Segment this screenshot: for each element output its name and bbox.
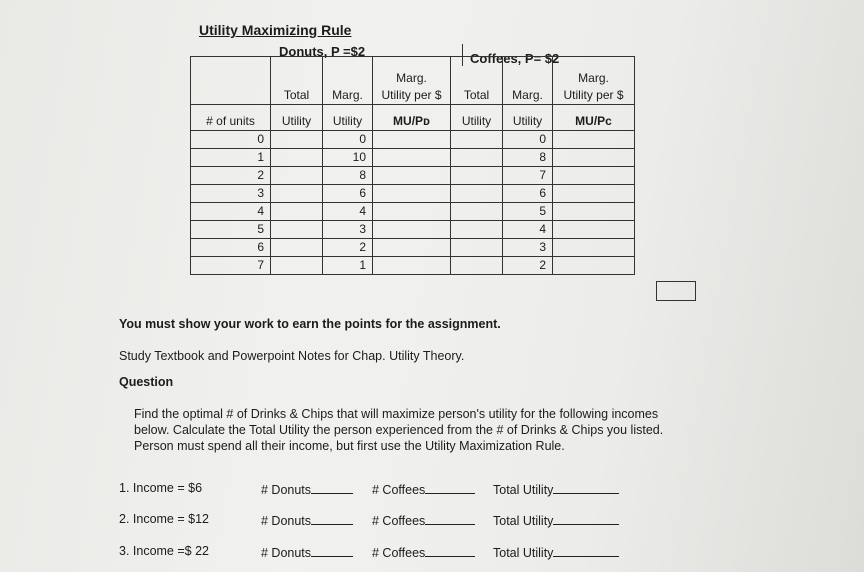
coffee-mup-cell <box>553 257 635 275</box>
units-cell: 4 <box>191 203 271 221</box>
question-prompt: Find the optimal # of Drinks & Chips that will maximize person's utility for the following incomes below. Calculate the Total Utility the person experienced from the # of Drinks & Chips you listed. Person must spend all their income, but first use the Utility Maximization Rule. <box>134 407 664 453</box>
coffees-answer <box>372 481 475 497</box>
table-body <box>191 131 635 275</box>
coffee-mu-cell: 4 <box>503 221 553 239</box>
units-cell: 6 <box>191 239 271 257</box>
total-utility-answer <box>493 512 619 528</box>
donut-mup-cell <box>373 167 451 185</box>
table-row <box>191 203 635 221</box>
coffee-mu-cell: 8 <box>503 149 553 167</box>
header-coffee-mup-line2: Utility per $ <box>563 88 624 102</box>
header-mu-pd: MU/Pᴅ <box>373 105 451 131</box>
donuts-blank[interactable] <box>311 544 353 557</box>
donut-mu-cell: 4 <box>323 203 373 221</box>
donuts-header: Donuts, P =$2 <box>279 44 366 59</box>
coffees-label: # Coffees <box>372 514 426 528</box>
table-row <box>191 131 635 149</box>
coffee-mup-cell <box>553 167 635 185</box>
donut-mup-cell <box>373 131 451 149</box>
coffee-total-utility-cell <box>451 149 503 167</box>
total-utility-cell <box>271 203 323 221</box>
total-utility-blank[interactable] <box>553 512 619 525</box>
donut-mu-cell: 0 <box>323 131 373 149</box>
header-mu-pc: MU/Pᴄ <box>553 105 635 131</box>
total-utility-answer <box>493 544 619 560</box>
header-coffee-mup-line1: Marg. <box>578 71 609 85</box>
income-label: 2. Income = $12 <box>119 512 209 526</box>
question-heading: Question <box>119 375 174 389</box>
coffee-mup-cell <box>553 221 635 239</box>
coffee-mup-cell <box>553 239 635 257</box>
coffee-mu-cell: 2 <box>503 257 553 275</box>
units-cell: 2 <box>191 167 271 185</box>
units-cell: 0 <box>191 131 271 149</box>
coffee-total-utility-cell <box>451 131 503 149</box>
total-utility-cell <box>271 167 323 185</box>
total-utility-label: Total Utility <box>493 546 554 560</box>
coffee-mup-cell <box>553 185 635 203</box>
coffee-total-utility-cell <box>451 239 503 257</box>
work-note: You must show your work to earn the points for the assignment. <box>119 317 501 331</box>
donuts-answer <box>261 544 353 560</box>
donut-mup-cell <box>373 239 451 257</box>
coffees-answer <box>372 544 475 560</box>
income-label: 1. Income = $6 <box>119 481 203 495</box>
income-row <box>119 481 202 495</box>
total-utility-cell <box>271 131 323 149</box>
table-row <box>191 185 635 203</box>
coffee-total-utility-cell <box>451 185 503 203</box>
total-utility-blank[interactable] <box>553 481 619 494</box>
donut-mu-cell: 1 <box>323 257 373 275</box>
total-utility-cell <box>271 239 323 257</box>
header-coffee-total: Total <box>451 57 503 105</box>
coffee-mu-cell: 7 <box>503 167 553 185</box>
total-utility-cell <box>271 257 323 275</box>
donuts-label: # Donuts <box>261 514 312 528</box>
coffee-mup-cell <box>553 203 635 221</box>
page-title: Utility Maximizing Rule <box>199 22 352 38</box>
donuts-answer <box>261 512 353 528</box>
header-coffee-marg: Marg. <box>503 57 553 105</box>
coffee-total-utility-cell <box>451 221 503 239</box>
table-row <box>191 149 635 167</box>
donut-mup-cell <box>373 203 451 221</box>
donuts-blank[interactable] <box>311 512 353 525</box>
donut-mup-cell <box>373 149 451 167</box>
donut-mup-cell <box>373 221 451 239</box>
coffee-mu-cell: 3 <box>503 239 553 257</box>
table-row <box>191 221 635 239</box>
units-cell: 1 <box>191 149 271 167</box>
coffee-mup-cell <box>553 149 635 167</box>
donut-mup-cell <box>373 257 451 275</box>
header-coffee-marg-utility: Utility <box>503 105 553 131</box>
donut-mu-cell: 8 <box>323 167 373 185</box>
coffees-label: # Coffees <box>372 483 426 497</box>
donut-mu-cell: 10 <box>323 149 373 167</box>
coffees-label: # Coffees <box>372 546 426 560</box>
donuts-label: # Donuts <box>261 483 312 497</box>
donuts-label: # Donuts <box>261 546 312 560</box>
coffee-mu-cell: 5 <box>503 203 553 221</box>
coffee-total-utility-cell <box>451 167 503 185</box>
coffees-answer <box>372 512 475 528</box>
header-marg: Marg. <box>323 57 373 105</box>
table-row <box>191 167 635 185</box>
coffee-mu-cell: 0 <box>503 131 553 149</box>
donut-mu-cell: 3 <box>323 221 373 239</box>
table-row <box>191 239 635 257</box>
total-utility-cell <box>271 185 323 203</box>
table-row <box>191 257 635 275</box>
header-mup <box>373 57 451 105</box>
total-utility-answer <box>493 481 619 497</box>
donuts-blank[interactable] <box>311 481 353 494</box>
header-total-utility: Utility <box>271 105 323 131</box>
total-utility-cell <box>271 221 323 239</box>
total-utility-label: Total Utility <box>493 483 554 497</box>
utility-table <box>190 56 635 275</box>
extra-empty-cell <box>656 281 696 301</box>
header-coffee-mup <box>553 57 635 105</box>
header-units: # of units <box>191 105 271 131</box>
header-coffee-total-utility: Utility <box>451 105 503 131</box>
coffees-blank[interactable] <box>425 544 475 557</box>
coffees-blank[interactable] <box>425 512 475 525</box>
units-cell: 3 <box>191 185 271 203</box>
donuts-answer <box>261 481 353 497</box>
total-utility-blank[interactable] <box>553 544 619 557</box>
coffee-total-utility-cell <box>451 257 503 275</box>
study-note: Study Textbook and Powerpoint Notes for Chap. Utility Theory. <box>119 349 465 363</box>
donut-mu-cell: 6 <box>323 185 373 203</box>
income-label: 3. Income =$ 22 <box>119 544 209 558</box>
header-units-top <box>191 57 271 105</box>
header-total: Total <box>271 57 323 105</box>
coffee-mu-cell: 6 <box>503 185 553 203</box>
header-mup-line1: Marg. <box>396 71 427 85</box>
coffees-header: Coffees, P= $2 <box>470 51 560 66</box>
coffees-blank[interactable] <box>425 481 475 494</box>
donut-mup-cell <box>373 185 451 203</box>
total-utility-cell <box>271 149 323 167</box>
income-row <box>119 544 209 558</box>
total-utility-label: Total Utility <box>493 514 554 528</box>
income-row <box>119 512 209 526</box>
donut-mu-cell: 2 <box>323 239 373 257</box>
header-mup-line2: Utility per $ <box>381 88 442 102</box>
units-cell: 7 <box>191 257 271 275</box>
coffee-total-utility-cell <box>451 203 503 221</box>
header-marg-utility: Utility <box>323 105 373 131</box>
coffee-mup-cell <box>553 131 635 149</box>
units-cell: 5 <box>191 221 271 239</box>
